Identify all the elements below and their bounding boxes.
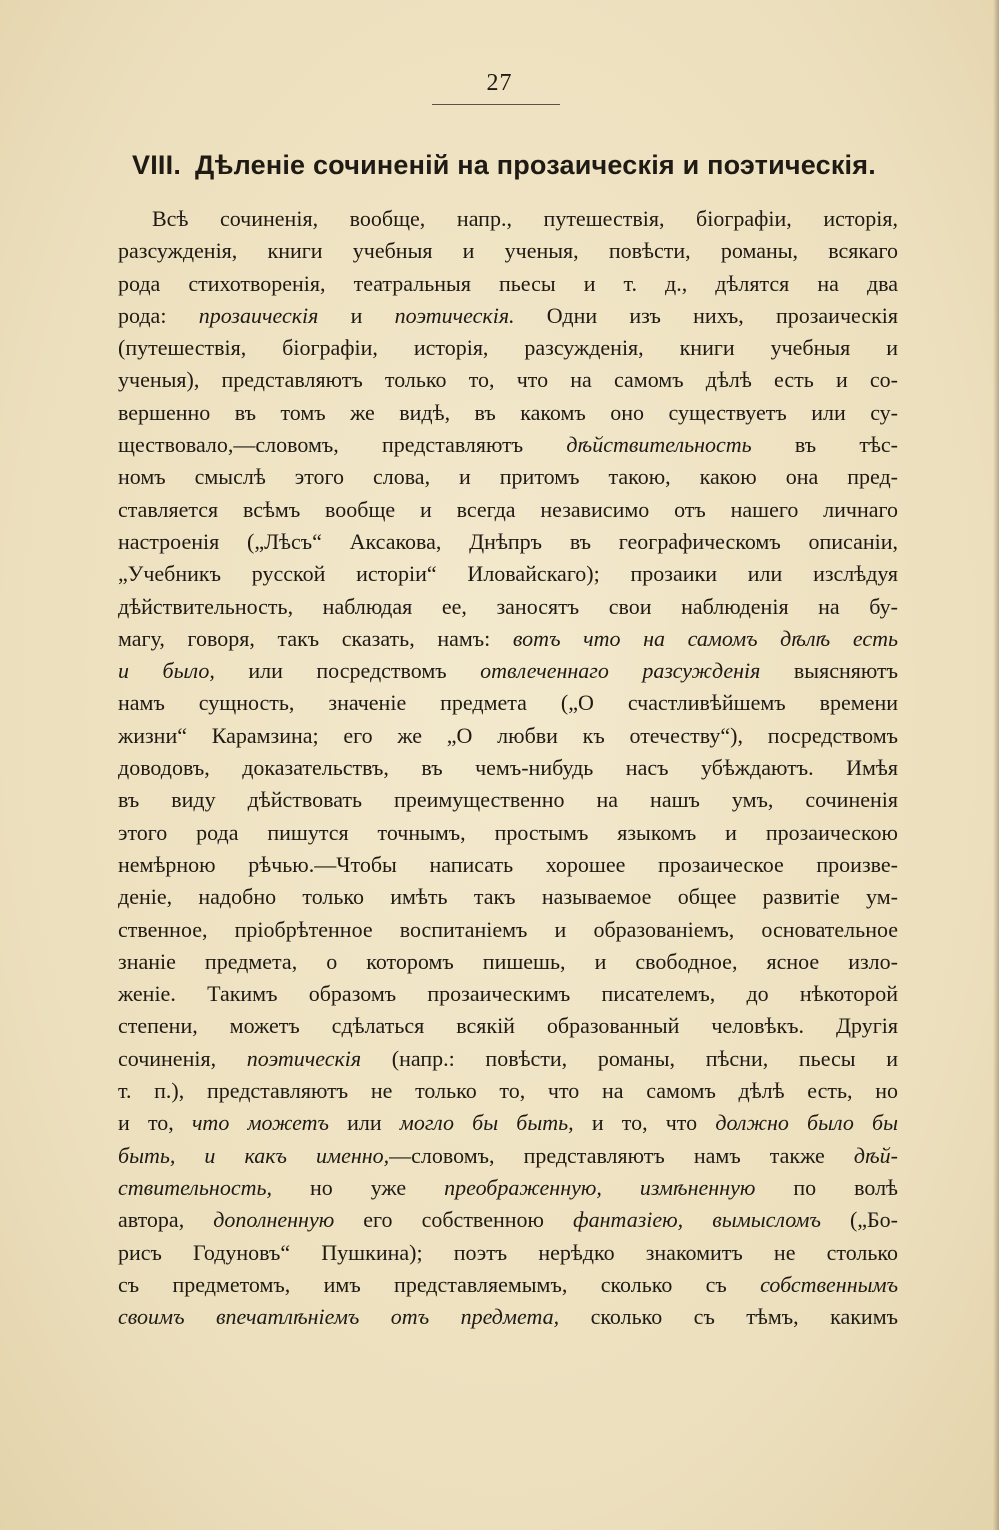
italic-text: вотъ что на самомъ дѣлѣ есть [512,625,898,651]
text-line [118,461,898,493]
text-run: настроенія („Лѣсъ“ Аксакова, Днѣпръ въ географическомъ описаніи, [118,528,898,554]
text-run: рода стихотворенія, театральныя пьесы и т. д., дѣлятся на два [118,270,898,296]
italic-text: дополненную [213,1207,335,1233]
italic-text: ствительность, [118,1174,272,1200]
chapter-number: VIII. [132,150,182,180]
text-line [118,817,898,849]
text-line [118,397,898,429]
text-run: ственное, пріобрѣтенное воспитаніемъ и образованіемъ, основательное [118,916,898,942]
text-line [118,1075,898,1107]
text-run: автора, [118,1207,214,1233]
text-line [118,1237,898,1269]
text-run: или [328,1110,400,1136]
text-line [118,591,898,623]
text-run: знаніе предмета, о которомъ пишешь, и свободное, ясное изло- [118,948,898,974]
text-run: Одни изъ нихъ, прозаическія [514,302,899,328]
text-run: но уже [272,1174,445,1200]
italic-text: быть, и какъ именно, [118,1142,390,1168]
text-run: сколько съ тѣмъ, какимъ [559,1304,899,1330]
text-line [118,1301,898,1333]
text-line [118,881,898,913]
text-line [118,332,898,364]
text-run: этого рода пишутся точнымъ, простымъ языкомъ и прозаическою [118,819,898,845]
text-line [118,1204,898,1236]
text-run: его собственною [334,1207,574,1233]
text-run: магу, говоря, такъ сказать, намъ: [118,625,513,651]
italic-text: дѣйствительность [566,432,752,458]
text-run: ществовало,—словомъ, представляютъ [118,432,567,458]
text-line [118,268,898,300]
text-run: степени, можетъ сдѣлаться всякій образованный человѣкъ. Другія [118,1013,898,1039]
italic-text: отвлеченнаго разсужденія [480,658,761,684]
text-run: ставляется всѣмъ вообще и всегда независимо отъ нашего личнаго [118,496,898,522]
text-run: деніе, надобно только имѣть такъ называемое общее развитіе ум- [118,884,898,910]
page-edge-shadow [993,0,999,1530]
italic-text: своимъ впечатлѣніемъ отъ предмета, [118,1304,560,1330]
text-line [118,429,898,461]
text-line [118,978,898,1010]
text-line [118,687,898,719]
text-run: —словомъ, представляютъ намъ также [389,1142,854,1168]
text-run: въ виду дѣйствовать преимущественно на нашъ умъ, сочиненія [118,787,898,813]
text-run: рисъ Годуновъ“ Пушкина); поэтъ нерѣдко знакомитъ не столько [118,1239,898,1265]
text-run: и то, что [573,1110,716,1136]
italic-text: и было, [118,658,215,684]
page-number: 27 [486,70,513,96]
italic-text: прозаическія [198,302,319,328]
text-run: вершенно въ томъ же видѣ, въ какомъ оно существуетъ или су- [118,399,898,425]
text-run: немѣрною рѣчью.—Чтобы написать хорошее прозаическое произве- [118,851,898,877]
text-run: жизни“ Карамзина; его же „О любви къ отечеству“), посредствомъ [118,722,898,748]
text-line [118,623,898,655]
text-run: (путешествія, біографіи, исторія, разсужденія, книги учебныя и [118,335,898,361]
text-line [118,494,898,526]
italic-text: преображенную, измѣненную [444,1174,756,1200]
text-run: разсужденія, книги учебныя и ученыя, повѣсти, романы, всякаго [118,238,898,264]
text-line [118,946,898,978]
text-run: или посредствомъ [214,658,481,684]
text-line [118,526,898,558]
text-run: номъ смыслѣ этого слова, и притомъ такою, какою она пред- [118,464,898,490]
text-line [118,720,898,752]
text-line [118,364,898,396]
chapter-title: Дѣленіе сочиненій на прозаическія и поэтическія. [195,150,876,180]
text-run: въ тѣс- [751,432,898,458]
text-run: (напр.: повѣсти, романы, пѣсни, пьесы и [361,1045,899,1071]
chapter-heading [132,148,876,182]
text-line [118,1010,898,1042]
text-run: по волѣ [755,1174,898,1200]
header-rule [432,104,560,105]
text-line [118,914,898,946]
text-run: ученыя), представляютъ только то, что на самомъ дѣлѣ есть и со- [118,367,898,393]
text-run: доводовъ, доказательствъ, въ чемъ-нибудь насъ убѣждаютъ. Имѣя [118,755,898,781]
text-run: сочиненія, [118,1045,247,1071]
text-run: „Учебникъ русской исторіи“ Иловайскаго); прозаики или изслѣдуя [118,561,898,587]
text-run: рода: [118,302,199,328]
italic-text: должно было бы [715,1110,898,1136]
text-line [118,558,898,590]
text-run: съ предметомъ, имъ представляемымъ, сколько съ [118,1271,761,1297]
italic-text: поэтическія [246,1045,362,1071]
text-line [118,655,898,687]
italic-text: поэтическія. [394,302,515,328]
text-line [118,1269,898,1301]
italic-text: собственнымъ [760,1271,898,1297]
text-run: дѣйствительность, наблюдая ее, заносятъ свои наблюденія на бу- [118,593,898,619]
text-run: женіе. Такимъ образомъ прозаическимъ писателемъ, до нѣкоторой [118,981,898,1007]
text-line [118,203,898,235]
text-line [118,1043,898,1075]
text-line [118,1140,898,1172]
text-run: выясняютъ [760,658,898,684]
text-line [118,235,898,267]
text-line [118,1172,898,1204]
text-run: намъ сущность, значеніе предмета („О счастливѣйшемъ времени [118,690,898,716]
italic-text: фантазіею, вымысломъ [573,1207,821,1233]
text-line [118,1107,898,1139]
text-run: т. п.), представляютъ не только то, что на самомъ дѣлѣ есть, но [118,1078,898,1104]
text-line [118,752,898,784]
text-line [118,300,898,332]
italic-text: что можетъ [191,1110,329,1136]
text-line [118,849,898,881]
text-run: Всѣ сочиненія, вообще, напр., путешествія, біографіи, исторія, [152,206,898,231]
text-run: и то, [118,1110,192,1136]
text-run: и [318,302,395,328]
text-line [118,784,898,816]
italic-text: дѣй- [853,1142,898,1168]
body-text [118,203,898,1333]
italic-text: могло бы быть, [399,1110,574,1136]
text-run: („Бо- [820,1207,898,1233]
